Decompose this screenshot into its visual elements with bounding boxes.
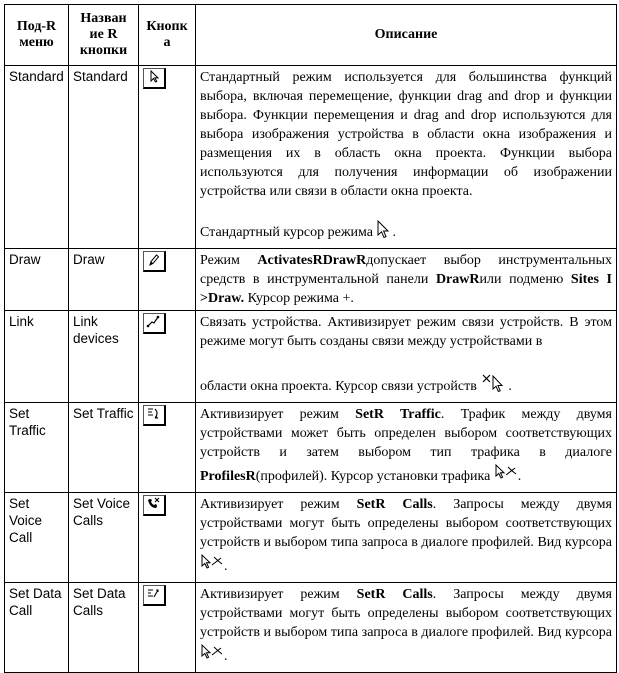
description-cell: Режим ActivatesRDrawRдопускает выбор инструментальных средств в инструментальной панели DrawRили подменю Sites I >Draw. Курсор режима +. — [196, 249, 617, 311]
link-cursor-icon — [480, 370, 508, 400]
mode-name: SetR Traffic — [355, 407, 441, 422]
table-row — [5, 249, 617, 311]
submenu-cell: Standard — [5, 66, 69, 249]
submenu-cell: Draw — [5, 249, 69, 311]
description-text: Стандартный режим используется для большинства функций выбора, включая перемещение, функции drag and drop и функции выбора. Функции перемещения и drag and drop используются для выбора изображения устройства в области окна изображения и размещения их в область окна проекта. Функции выбора используются для получения информации об изображении устройства или связи в области окна проекта. — [200, 70, 612, 199]
button-name-cell: Link devices — [69, 311, 139, 403]
mode-name: SetR Calls — [356, 587, 433, 602]
button-name-cell: Set Data Calls — [69, 583, 139, 673]
description-text: Стандартный курсор режима — [200, 225, 373, 240]
button-cell — [139, 311, 196, 403]
submenu-name: Sites I >Draw. — [200, 272, 612, 306]
description-cell: Связать устройства. Активизирует режим связи устройств. В этом режиме могут быть созданы связи между устройствами в области окна проекта. Курсор связи устройств . — [196, 311, 617, 403]
description-cell: Активизирует режим SetR Traffic. Трафик между двумя устройствами может быть определен выбором соответствующих устройств и затем выбором тип трафика в диалоге ProfilesR(профилей). Курсор установки трафика . — [196, 403, 617, 493]
header-button: Кнопк а — [139, 5, 196, 66]
voice-call-cursor-icon — [200, 552, 224, 580]
submenu-cell: Set Voice Call — [5, 493, 69, 583]
header-button-name: Назван ие R кнопки — [69, 5, 139, 66]
traffic-cursor-icon — [494, 462, 518, 490]
mode-table — [4, 4, 617, 673]
table-row — [5, 583, 617, 673]
table-row — [5, 493, 617, 583]
table-row — [5, 311, 617, 403]
crosshair-cursor-icon: + — [342, 291, 351, 306]
button-cell — [139, 249, 196, 311]
data-call-icon[interactable] — [143, 585, 166, 606]
button-name-cell: Set Voice Calls — [69, 493, 139, 583]
link-icon[interactable] — [143, 313, 166, 334]
description-cell: Активизирует режим SetR Calls. Запросы между двумя устройствами могут быть определены выбором соответствующих устройств и выбором типа запроса в диалоге профилей. Вид курсора . — [196, 583, 617, 673]
description-cell: Стандартный режим используется для большинства функций выбора, включая перемещение, функции drag and drop и функции выбора. Функции перемещения и drag and drop используются для выбора изображения устройства в области окна изображения и размещения их в область окна проекта. Функции выбора используются для получения информации об изображении устройства или связи в области окна проекта. Стандартный курсор режима . — [196, 66, 617, 249]
standard-cursor-icon — [376, 220, 392, 246]
button-name-cell: Draw — [69, 249, 139, 311]
button-cell — [139, 403, 196, 493]
button-cell — [139, 493, 196, 583]
description-cell: Активизирует режим SetR Calls. Запросы между двумя устройствами могут быть определены выбором соответствующих устройств и выбором типа запроса в диалоге профилей. Вид курсора . — [196, 493, 617, 583]
arrow-cursor-icon[interactable] — [143, 68, 166, 89]
button-name-cell: Standard — [69, 66, 139, 249]
mode-name: SetR Calls — [356, 497, 433, 512]
header-row — [5, 5, 617, 66]
table-row — [5, 66, 617, 249]
traffic-icon[interactable] — [143, 405, 166, 426]
table-row — [5, 403, 617, 493]
data-call-cursor-icon — [200, 642, 224, 670]
button-cell — [139, 66, 196, 249]
mode-name: ActivatesRDrawR — [257, 253, 367, 268]
button-cell — [139, 583, 196, 673]
submenu-cell: Set Data Call — [5, 583, 69, 673]
button-name-cell: Set Traffic — [69, 403, 139, 493]
toolbar-name: DrawR — [435, 272, 480, 287]
submenu-cell: Set Traffic — [5, 403, 69, 493]
header-submenu: Под-R меню — [5, 5, 69, 66]
voice-call-icon[interactable] — [143, 495, 166, 516]
pencil-icon[interactable] — [143, 251, 166, 272]
header-description: Описание — [196, 5, 617, 66]
submenu-cell: Link — [5, 311, 69, 403]
dialog-name: ProfilesR — [200, 469, 256, 484]
